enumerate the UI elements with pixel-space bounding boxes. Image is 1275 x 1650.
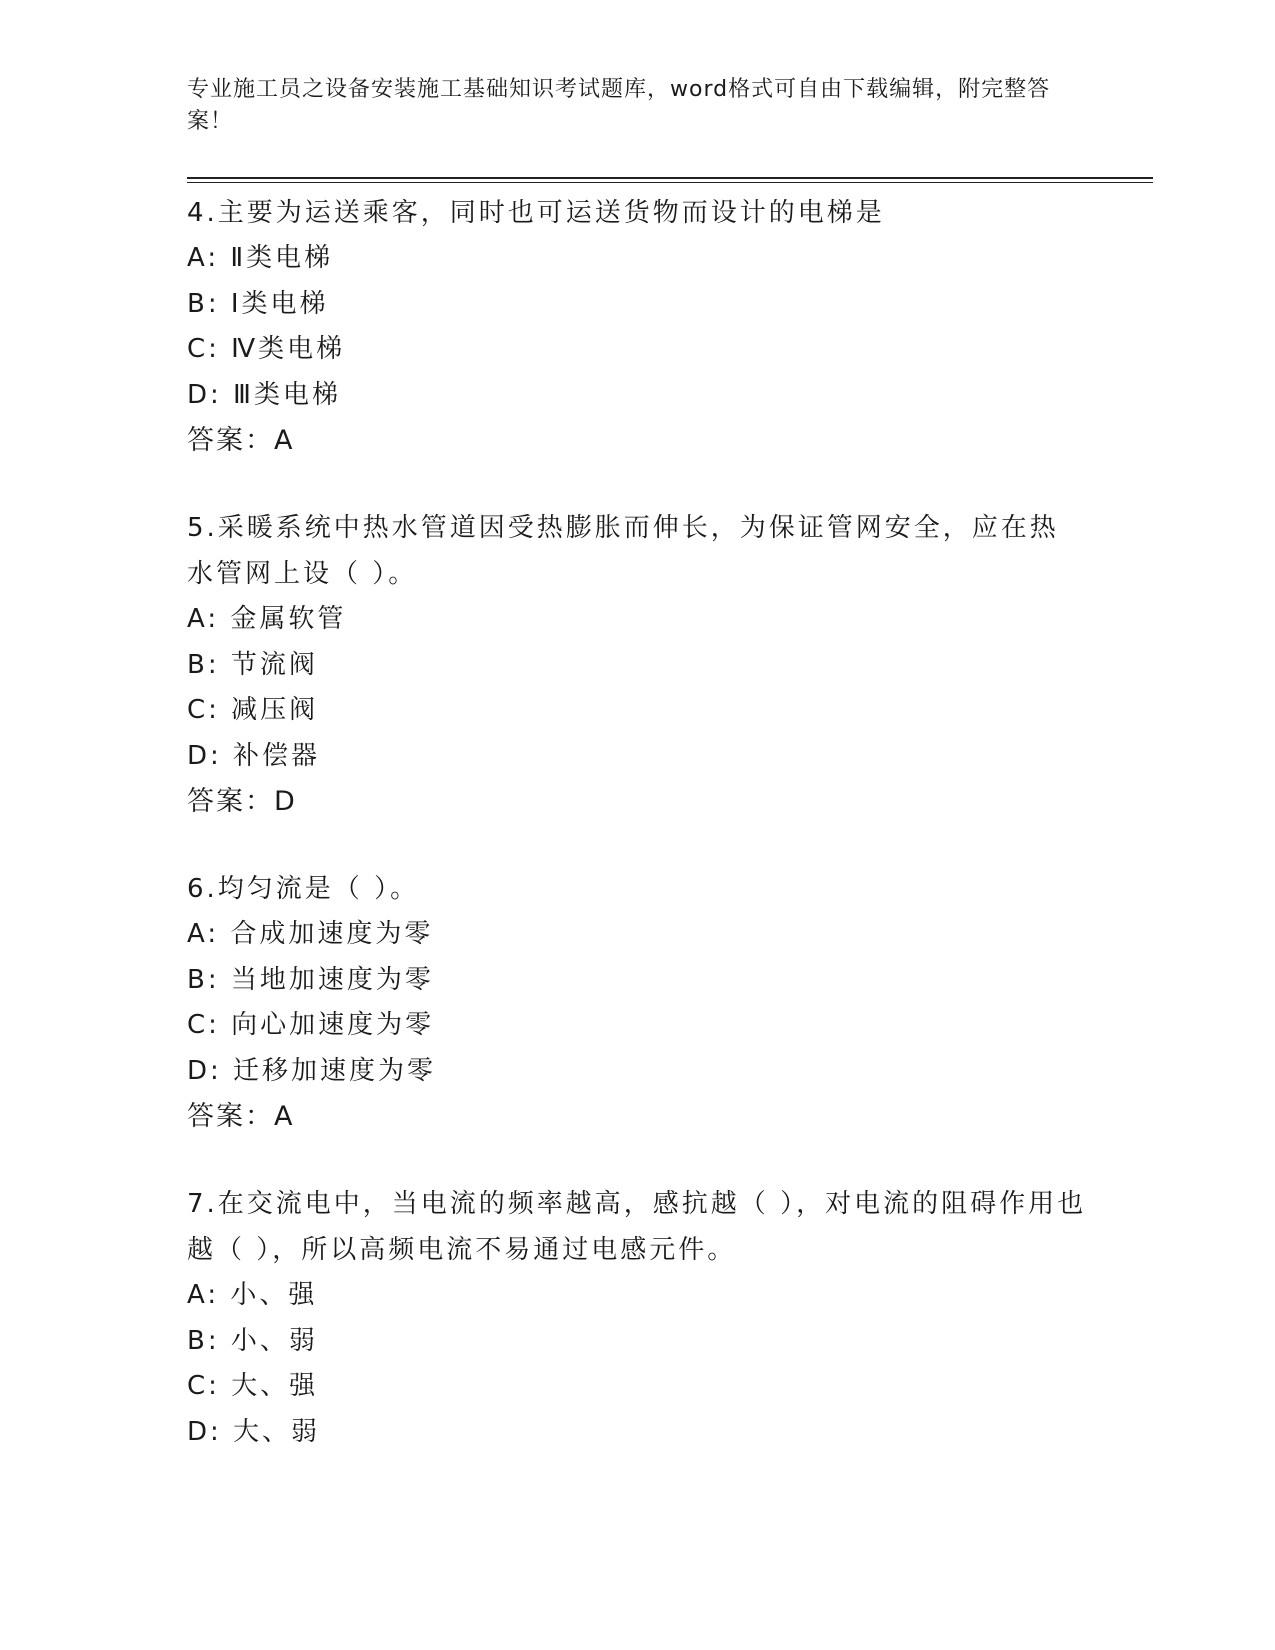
answer-line: 答案：A	[187, 425, 295, 456]
question-5	[187, 505, 1087, 825]
question-6	[187, 866, 1087, 1140]
option-b: B: 当地加速度为零	[187, 964, 434, 995]
option-b: B: 小、弱	[187, 1325, 318, 1356]
option-d: D: 迁移加速度为零	[187, 1055, 437, 1086]
option-a: A: 金属软管	[187, 604, 347, 634]
option-c: C: 向心加速度为零	[187, 1010, 435, 1040]
question-7	[187, 1181, 1087, 1455]
option-b: B: Ⅰ类电梯	[187, 288, 329, 319]
question-4	[187, 190, 1087, 464]
question-text: 6.均匀流是（ ）。	[187, 874, 420, 904]
document-header: 专业施工员之设备安装施工基础知识考试题库，word格式可自由下载编辑，附完整答案！	[187, 77, 1051, 134]
question-text: 7.在交流电中，当电流的频率越高，感抗越（ ），对电流的阻碍作用也越（ ），所以高频电流不易通过电感元件。	[187, 1189, 1087, 1265]
option-a: A: Ⅱ类电梯	[187, 243, 334, 273]
option-c: C: 大、强	[187, 1371, 319, 1401]
option-d: D: Ⅲ类电梯	[187, 379, 341, 410]
question-text: 5.采暖系统中热水管道因受热膨胀而伸长，为保证管网安全，应在热水管网上设（ ）。	[187, 513, 1059, 589]
question-list	[187, 190, 1087, 1496]
option-a: A: 小、强	[187, 1280, 318, 1310]
option-d: D: 补偿器	[187, 740, 321, 771]
option-d: D: 大、弱	[187, 1416, 321, 1447]
option-c: C: Ⅳ类电梯	[187, 334, 346, 364]
answer-line: 答案：D	[187, 786, 297, 817]
answer-line: 答案：A	[187, 1101, 295, 1132]
question-text: 4.主要为运送乘客，同时也可运送货物而设计的电梯是	[187, 198, 885, 228]
option-a: A: 合成加速度为零	[187, 919, 434, 949]
option-b: B: 节流阀	[187, 649, 318, 680]
header-divider-thick	[187, 177, 1153, 179]
option-c: C: 减压阀	[187, 695, 319, 725]
header-divider-thin	[187, 182, 1153, 183]
